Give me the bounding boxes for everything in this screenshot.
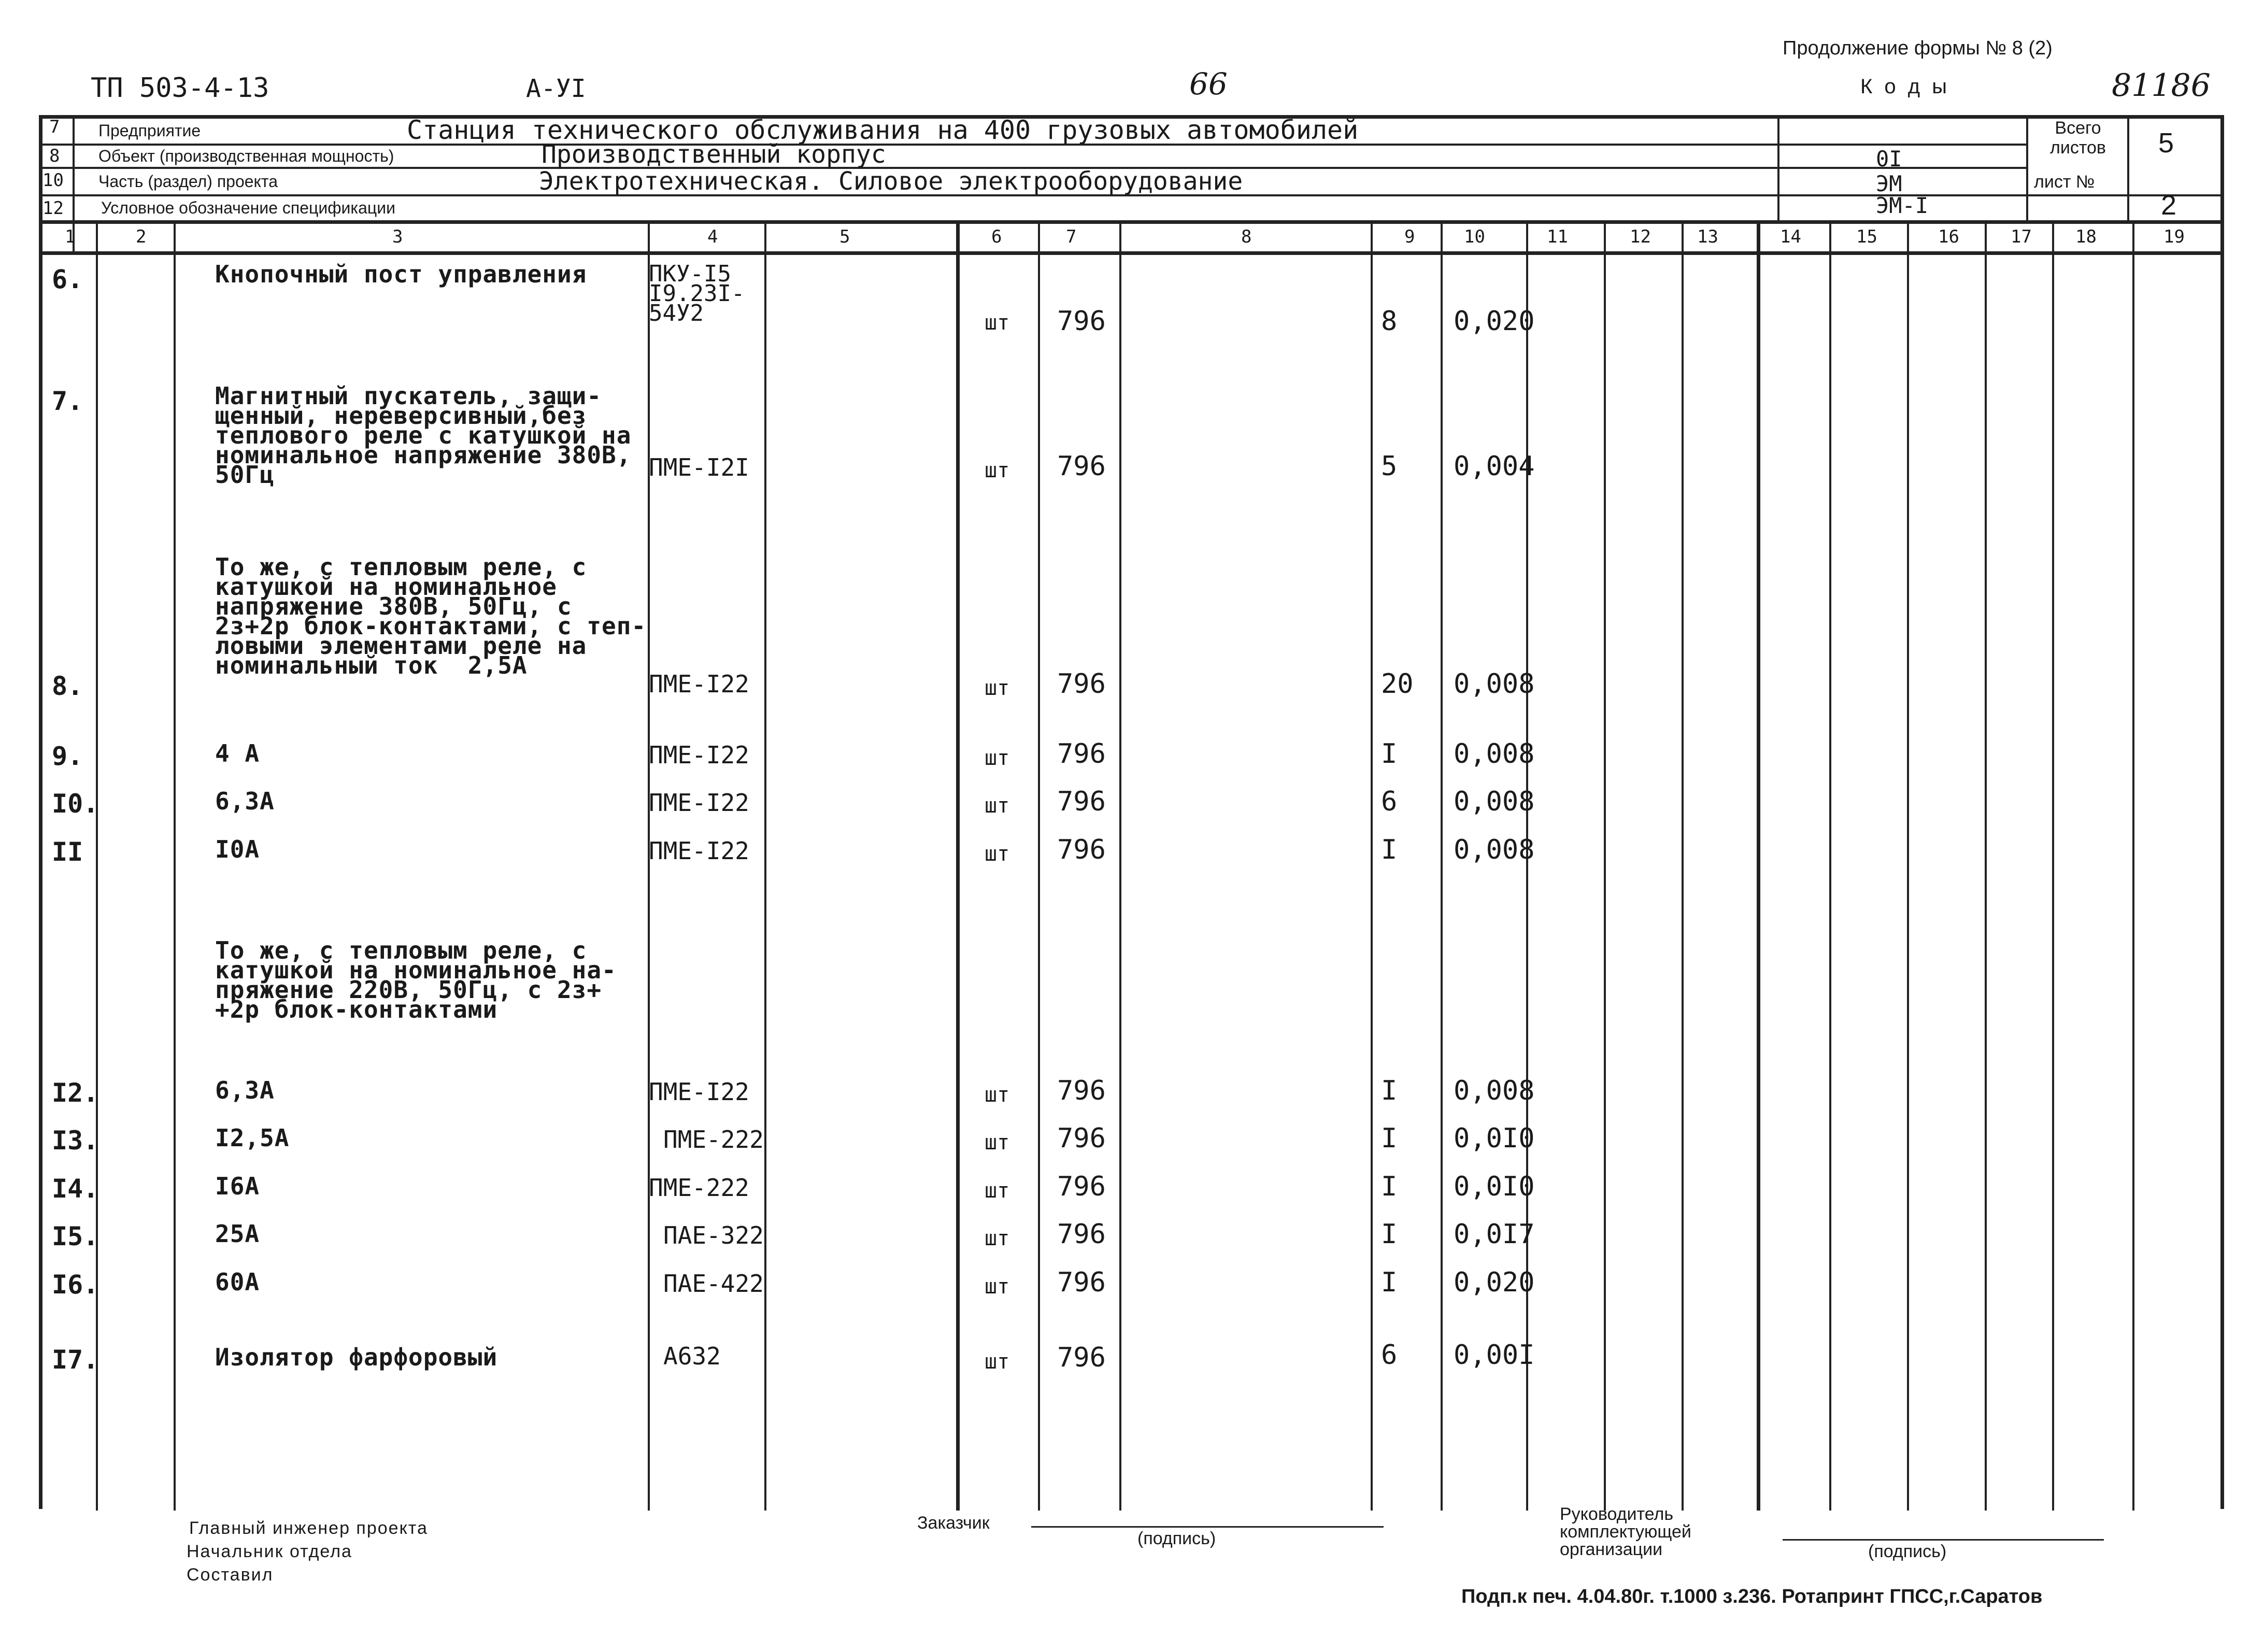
compiled-by-label: Составил [187,1565,274,1585]
row-code: 796 [1057,1342,1106,1373]
object-label: Объект (производственная мощность) [98,147,394,165]
column-number-18: 18 [2075,226,2097,247]
row-number: 9. [52,741,83,771]
column-numbers-bottom-border [39,251,2223,255]
col-divider-1-2 [96,220,98,1511]
column-number-2: 2 [136,226,147,247]
row-quantity: I [1381,1123,1398,1154]
designation-label: Условное обозначение спецификации [101,198,395,217]
row-description: 6,3А [215,1076,275,1104]
row-code: 796 [1057,1123,1106,1154]
row-unit: шт [985,1131,1010,1155]
row-number-8: 8 [49,146,60,166]
row-description: I2,5А [215,1124,290,1152]
total-sheets-value: 5 [2158,127,2174,159]
col-divider-13-14 [1757,220,1760,1511]
column-number-12: 12 [1630,226,1651,247]
row-quantity: 8 [1381,306,1398,337]
row-quantity: I [1381,1219,1398,1250]
row-unit: шт [985,311,1010,335]
row-quantity: I [1381,738,1398,770]
row-description: 4 А [215,739,260,767]
row-code: 796 [1057,1219,1106,1250]
row-code: 796 [1057,786,1106,817]
row-quantity: 20 [1381,668,1414,700]
supplier-signature-caption: (подпись) [1868,1542,1947,1561]
row-description: 6,3А [215,787,275,815]
object-code: 0I [1876,146,1902,172]
row-weight: 0,008 [1454,786,1535,817]
row-number: II [52,837,83,867]
row-number: 6. [52,264,83,294]
row-weight: 0,0I0 [1454,1171,1535,1202]
row-type: ПМЕ-I22 [649,1078,749,1106]
column-number-1: 1 [65,226,76,247]
row-weight: 0,00I [1454,1340,1535,1371]
enterprise-value: Станция технического обслуживания на 400 грузовых автомобилей [407,115,1359,145]
row-quantity: 5 [1381,451,1398,482]
row-description: То же, с тепловым реле, с катушкой на номинальное напряжение 380В, 50Гц, с 2з+2р блок-контактами, с теп- ловыми элементами реле на номинальный ток 2,5А [215,553,647,679]
row-number-12: 12 [42,198,64,219]
row-number: 7. [52,386,83,416]
row-number: I2. [52,1078,99,1108]
column-number-4: 4 [707,226,718,247]
column-number-14: 14 [1780,226,1801,247]
row-code: 796 [1057,451,1106,482]
sheet-number-label: лист № [2034,172,2095,192]
row-description: 25А [215,1220,260,1248]
row-weight: 0,0I0 [1454,1123,1535,1154]
supplier-head-label: Руководитель комплектующей организации [1560,1504,1691,1559]
row-number: I3. [52,1126,99,1156]
row-number: 8. [52,671,83,701]
total-sheets-label [2039,118,2117,158]
row-type: ПМЕ-222 [649,1174,749,1202]
row-type: А632 [663,1342,721,1370]
customer-label: Заказчик [917,1513,990,1533]
sheet-number-value: 2 [2161,190,2177,221]
continuation-note: Продолжение формы № 8 (2) [1783,37,2053,59]
department-head-label: Начальник отдела [187,1542,352,1561]
row-weight: 0,008 [1454,738,1535,770]
row-number: I6. [52,1270,99,1300]
row-unit: шт [985,794,1010,818]
page-number: 66 [1189,66,1228,102]
row-weight: 0,008 [1454,1075,1535,1106]
row-type: ПМЕ-I22 [649,670,749,698]
row-quantity: 6 [1381,1340,1398,1371]
row-number: I0. [52,789,99,819]
col-divider-16-17 [1985,220,1987,1511]
column-number-6: 6 [991,226,1002,247]
column-number-7: 7 [1066,226,1077,247]
col-divider-7-8 [1119,220,1121,1511]
row-weight: 0,0I7 [1454,1219,1535,1250]
row-quantity: I [1381,1075,1398,1106]
column-number-16: 16 [1938,226,1959,247]
row-description: I0А [215,835,260,863]
doc-code: ТП 503-4-13 [91,73,269,104]
row-description: Кнопочный пост управления [215,260,587,288]
col-divider-6-7 [1038,220,1040,1511]
row-number: I5. [52,1221,99,1251]
column-number-10: 10 [1464,226,1485,247]
row-unit: шт [985,459,1010,482]
print-imprint: Подп.к печ. 4.04.80г. т.1000 з.236. Ротапринт ГПСС,г.Саратов [1461,1586,2043,1607]
object-value: Производственный корпус [542,140,886,169]
row-code: 796 [1057,834,1106,865]
column-number-17: 17 [2011,226,2032,247]
designation-code: ЭМ-I [1876,193,1929,218]
col-divider-10-11 [1526,220,1528,1511]
title-block-codes-left [1777,115,1779,220]
col-divider-8-9 [1371,220,1373,1511]
chief-engineer-label: Главный инженер проекта [189,1518,428,1538]
row-unit: шт [985,842,1010,866]
col-divider-12-13 [1682,220,1684,1511]
row-weight: 0,008 [1454,668,1535,700]
title-block-right-border [2220,115,2224,1509]
col-divider-3-4 [648,220,650,1511]
row-number: I4. [52,1174,99,1204]
row-quantity: I [1381,834,1398,865]
row-type: ПАЕ-422 [663,1270,764,1298]
enterprise-label: Предприятие [98,121,201,140]
row-quantity: I [1381,1267,1398,1298]
album-number: А-УI [526,74,586,103]
col-divider-5-6 [956,220,960,1511]
row-quantity: I [1381,1171,1398,1202]
row-code: 796 [1057,738,1106,770]
row-code: 796 [1057,668,1106,700]
row-type: ПМЕ-I2I [649,453,749,481]
row-unit: шт [985,1083,1010,1107]
row-code: 796 [1057,1171,1106,1202]
inventory-number: 81186 [2112,67,2211,104]
row-unit: шт [985,746,1010,770]
row-unit: шт [985,1227,1010,1250]
title-block-bottom-border [39,220,2223,224]
row-quantity: 6 [1381,786,1398,817]
supplier-signature-line [1783,1539,2104,1541]
row-description: I6А [215,1172,260,1200]
row-code: 796 [1057,306,1106,337]
row-type: ПМЕ-I22 [649,789,749,817]
col-divider-2-3 [174,220,176,1511]
part-label: Часть (раздел) проекта [98,172,278,191]
col-divider-17-18 [2052,220,2054,1511]
row-code: 796 [1057,1075,1106,1106]
customer-signature-line [1031,1526,1384,1528]
column-number-9: 9 [1404,226,1415,247]
part-code: ЭМ [1876,171,1902,196]
title-block-left-border [39,115,42,1509]
row-weight: 0,020 [1454,1267,1535,1298]
column-number-3: 3 [392,226,403,247]
row-unit: шт [985,1179,1010,1203]
column-number-19: 19 [2163,226,2185,247]
row-type: ПМЕ-I22 [649,837,749,865]
row-type: ПКУ-I5 I9.23I- 54У2 [649,261,745,326]
column-number-15: 15 [1856,226,1877,247]
row-type: ПМЕ-I22 [649,741,749,769]
row-description: 60А [215,1268,260,1296]
col-divider-9-10 [1441,220,1443,1511]
column-number-8: 8 [1241,226,1252,247]
col-divider-18-19 [2132,220,2134,1511]
customer-signature-caption: (подпись) [1137,1529,1216,1548]
row-number-7: 7 [49,117,60,137]
part-value: Электротехническая. Силовое электрооборудование [539,167,1243,196]
column-number-11: 11 [1547,226,1568,247]
row-code: 796 [1057,1267,1106,1298]
row-description: Магнитный пускатель, защи- щенный, нереверсивный,без теплового реле с катушкой на номинальное напряжение 380В, 50Гц [215,382,632,489]
col-divider-15-16 [1907,220,1909,1511]
row-unit: шт [985,1350,1010,1374]
row-number: I7. [52,1345,99,1375]
row-weight: 0,020 [1454,306,1535,337]
row-description: Изолятор фарфоровый [215,1343,498,1371]
codes-label: К о д ы [1860,75,1950,98]
row-description: То же, с тепловым реле, с катушкой на номинальное на- пряжение 220В, 50Гц, с 2з+ +2р блок-контактами [215,936,617,1023]
row-unit: шт [985,1275,1010,1299]
column-number-13: 13 [1697,226,1718,247]
title-block-codes-right [2026,115,2028,220]
col-divider-11-12 [1604,220,1606,1511]
col-divider-4-5 [764,220,766,1511]
total-sheets-label-text: Всего листов [2050,118,2106,158]
col-divider-14-15 [1829,220,1831,1511]
row-weight: 0,008 [1454,834,1535,865]
column-number-5: 5 [839,226,850,247]
row-type: ПАЕ-322 [663,1221,764,1249]
title-block-sheets-divider [2127,115,2129,220]
row-weight: 0,004 [1454,451,1535,482]
row-type: ПМЕ-222 [663,1126,764,1153]
row-unit: шт [985,676,1010,700]
row-number-10: 10 [42,170,64,191]
